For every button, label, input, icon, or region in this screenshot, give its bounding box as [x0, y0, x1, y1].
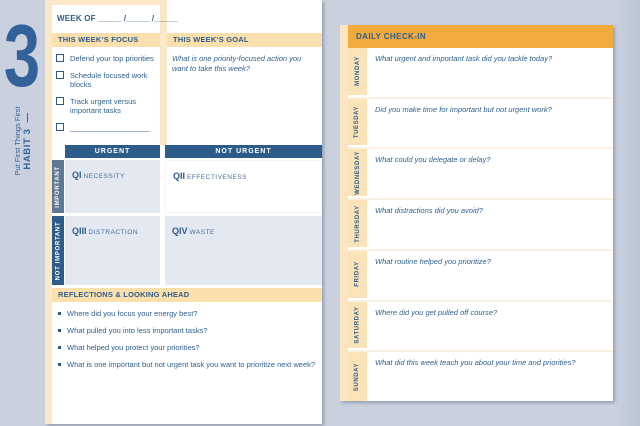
habit-title	[22, 112, 33, 169]
focus-item-label: Schedule focused work blocks	[70, 71, 148, 89]
focus-item	[56, 123, 158, 132]
square-bullet-icon	[58, 363, 61, 366]
habit-number: 3	[3, 6, 41, 105]
focus-item-label: Track urgent versus important tasks	[70, 97, 136, 115]
focus-section-header: THIS WEEK’S FOCUS	[52, 33, 160, 47]
square-bullet-icon	[58, 346, 61, 349]
day-label: MONDAY	[354, 56, 361, 87]
matrix-row-not-important	[52, 216, 64, 285]
reflection-item	[58, 326, 318, 335]
checkbox-icon[interactable]	[56, 54, 64, 62]
reflection-question: What pulled you into less important tasks?	[67, 326, 208, 335]
day-label: WEDNESDAY	[354, 150, 361, 195]
left-page-left-border	[45, 0, 52, 424]
week-of-label: WEEK OF	[57, 14, 96, 23]
checkin-writing-area[interactable]: Where did you get pulled off course?	[375, 307, 498, 317]
reflection-item	[58, 343, 318, 352]
reflection-question: Where did you focus your energy best?	[67, 309, 198, 318]
checkin-row-monday	[348, 48, 613, 99]
goal-section-header: THIS WEEK’S GOAL	[167, 33, 322, 47]
square-bullet-icon	[58, 312, 61, 315]
checkin-row-sunday	[348, 352, 613, 401]
checkin-row-wednesday	[348, 149, 613, 200]
matrix-row-not-important-label: NOT IMPORTANT	[55, 221, 61, 280]
quadrant-code: QI	[72, 170, 82, 180]
checkbox-icon[interactable]	[56, 97, 64, 105]
checkin-writing-area[interactable]: What could you delegate or delay?	[375, 155, 491, 165]
reflection-question: What helped you protect your priorities?	[67, 343, 200, 352]
focus-item-label: Defend your top priorities	[70, 54, 154, 63]
day-label-cell	[348, 352, 367, 401]
daily-checkin-page	[340, 25, 613, 401]
matrix-row-important	[52, 160, 64, 213]
daily-checkin-rows	[348, 48, 613, 401]
day-label-cell	[348, 149, 367, 198]
matrix-header-not-urgent: NOT URGENT	[165, 145, 322, 158]
matrix-header-urgent: URGENT	[65, 145, 160, 158]
quadrant-label: DISTRACTION	[88, 229, 139, 236]
focus-item	[56, 54, 158, 63]
quadrant-1-necessity[interactable]	[65, 160, 160, 213]
reflection-question: What is one important but not urgent task you want to prioritize next week?	[67, 360, 316, 369]
quadrant-3-distraction[interactable]	[65, 216, 160, 285]
checkin-writing-area[interactable]: Did you make time for important but not urgent work?	[375, 104, 552, 114]
checkin-row-tuesday	[348, 99, 613, 150]
checkin-writing-area[interactable]: What did this week teach you about your time and priorities?	[375, 358, 576, 368]
quadrant-label: WASTE	[189, 229, 215, 236]
reflections-list	[58, 309, 318, 377]
quadrant-code: QIII	[72, 226, 87, 236]
checkbox-icon[interactable]	[56, 71, 64, 79]
habit-dash: —	[21, 112, 33, 123]
checkin-row-friday	[348, 251, 613, 302]
checkin-writing-area[interactable]: What routine helped you prioritize?	[375, 256, 491, 266]
reflections-section-header: REFLECTIONS & LOOKING AHEAD	[52, 288, 322, 302]
square-bullet-icon	[58, 329, 61, 332]
quadrant-4-waste[interactable]	[165, 216, 322, 285]
week-of-field[interactable]	[57, 14, 178, 23]
habit-subtitle: Put First Things First	[12, 106, 22, 176]
habit-vertical-label	[7, 95, 37, 187]
reflection-item	[58, 309, 318, 318]
day-label-cell	[348, 99, 367, 148]
checkin-writing-area[interactable]: What distractions did you avoid?	[375, 206, 483, 216]
checkin-writing-area[interactable]: What urgent and important task did you tackle today?	[375, 54, 553, 63]
quadrant-code: QIV	[172, 226, 188, 236]
day-label: SUNDAY	[354, 362, 361, 391]
checkin-row-saturday	[348, 302, 613, 353]
week-of-blanks[interactable]: _____ /_____ /_____	[98, 14, 178, 23]
checkin-row-thursday	[348, 200, 613, 251]
quadrant-2-effectiveness[interactable]	[165, 160, 322, 213]
quadrant-code: QII	[173, 171, 186, 181]
day-label-cell	[348, 200, 367, 249]
focus-checklist	[56, 54, 158, 140]
left-page-top-border	[45, 0, 160, 5]
matrix-row-important-label: IMPORTANT	[55, 165, 61, 208]
day-label: FRIDAY	[354, 261, 361, 287]
day-label-cell	[348, 251, 367, 300]
goal-prompt: What is one priority-focused action you want to take this week?	[172, 54, 302, 73]
quadrant-label: EFFECTIVENESS	[187, 174, 247, 181]
quadrant-label: NECESSITY	[83, 173, 125, 180]
day-label-cell	[348, 48, 367, 97]
habit-title-text: HABIT 3	[21, 128, 33, 170]
daily-checkin-header: DAILY CHECK-IN	[348, 25, 613, 48]
day-label: SATURDAY	[354, 306, 361, 344]
day-label: TUESDAY	[354, 105, 361, 139]
day-label: THURSDAY	[354, 204, 361, 243]
focus-item	[56, 71, 158, 89]
focus-item	[56, 97, 158, 115]
focus-item-blank-line[interactable]: ___________________	[70, 123, 150, 132]
reflection-item	[58, 360, 318, 369]
right-page-left-border	[340, 25, 348, 401]
checkbox-icon[interactable]	[56, 123, 64, 131]
day-label-cell	[348, 302, 367, 351]
weekly-planner-page	[45, 0, 322, 424]
